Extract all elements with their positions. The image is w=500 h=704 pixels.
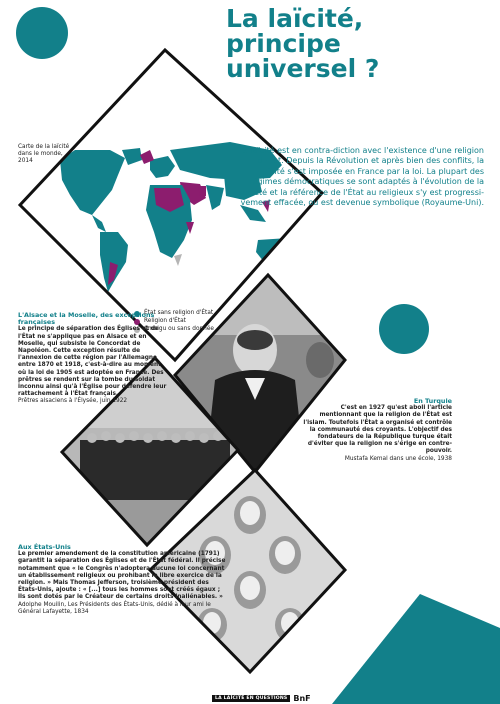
- title-line-2: principe: [226, 29, 341, 58]
- footer: [212, 694, 311, 702]
- bnf-logo: BnF: [293, 693, 311, 703]
- turquie-caption: Mustafa Kemal dans une école, 1938: [344, 455, 452, 462]
- usa-body: Le premier amendement de la constitution américaine (1791) garantit la séparation des Églises et de l'État fédéral. Il précise notamment que « le Congrès n'adoptera aucune loi concernant un établissement religieux ou prohibant le libre exercice de la religion. » Mais Thomas Jefferson, troisième président des États-Unis, ajoute : « [...] tous les hommes sont créés égaux ; ils sont dotés par le Créateur de certains droits inaliénables. »: [18, 551, 226, 601]
- alsace-heading: L'Alsace et la Moselle, des exceptions françaises: [18, 311, 155, 327]
- turquie-body: C'est en 1927 qu'est aboli l'article mentionnant que la religion de l'État est l'islam. Toutefois l'État a organisé et contrôle la communauté des croyants. L'objectif des fondateurs de la République turque était d'éviter que la religion ne s'érige en contre-pouvoir.: [303, 405, 452, 455]
- usa-heading: Aux États-Unis: [18, 543, 71, 551]
- turquie-heading: En Turquie: [413, 397, 452, 405]
- usa-section: [18, 544, 228, 616]
- alsace-body: Le principe de séparation des Églises et de l'État ne s'applique pas en Alsace et en Moselle, qui subsiste le Concordat de Napoléon. Cette exception résulte de l'annexion de cette région par l'Allemagne entre 1870 et 1918, c'est-à-dire au moment où la loi de 1905 est adoptée en France. Des prêtres se rendent sur la tombe du soldat inconnu ainsi qu'à l'Église pour défendre leur rattachement à l'État français.: [18, 326, 167, 398]
- map-caption: Carte de la laïcité dans le monde, 2014: [18, 144, 70, 165]
- alsace-caption: Prêtres alsaciens à l'Élysée, juin 1922: [18, 398, 128, 405]
- usa-caption: Adolphe Mouilin, Les Présidents des États-Unis, dédié à leur ami le Général Lafayette, 1834: [18, 601, 211, 615]
- legend-label: État sans religion d'État: [144, 310, 214, 316]
- alsace-section: [18, 312, 170, 406]
- legend-label: Ambigu ou sans donnée: [144, 326, 214, 333]
- page-title: [226, 6, 486, 81]
- title-line-3: universel ?: [226, 54, 380, 83]
- title-line-1: La laïcité,: [226, 4, 364, 33]
- footer-tag: LA LAÏCITÉ EN QUESTIONS: [212, 695, 290, 702]
- intro-paragraph: La laïcité est en contra-diction avec l'existence d'une religion d'État. Depuis la Révolution et après bien des conflits, la laïcité s'est imposée en France par la loi. La plupart des régimes démocratiques se sont adaptés à l'évolution de la société et la référence de l'État au religieux s'y est progressi-vement effacée, ou est devenue symbolique (Royaume-Uni).: [238, 146, 484, 208]
- legend-label: Religion d'État: [144, 318, 186, 325]
- turquie-section: [300, 398, 452, 463]
